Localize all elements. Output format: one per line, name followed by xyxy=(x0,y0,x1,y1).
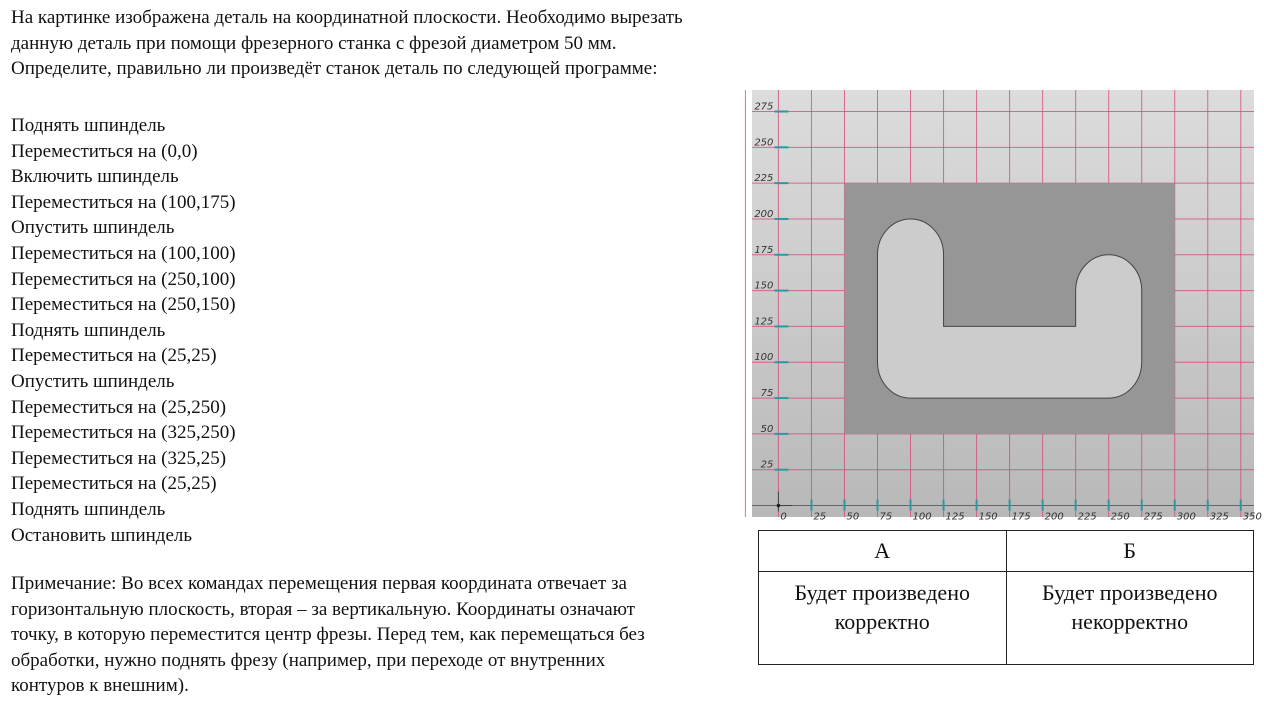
intro-line: На картинке изображена деталь на координатной плоскости. Необходимо вырезать xyxy=(11,7,683,28)
y-tick-label: 200 xyxy=(754,208,774,220)
option-a-cell[interactable] xyxy=(759,572,1007,665)
option-b-text: некорректно xyxy=(1071,609,1189,634)
x-tick-label: 50 xyxy=(846,511,860,523)
x-tick-label: 225 xyxy=(1077,511,1097,523)
coordinate-plane-svg xyxy=(752,90,1262,523)
intro-line: Определите, правильно ли произведёт станок деталь по следующей программе: xyxy=(11,58,658,80)
option-b-text: Будет произведено xyxy=(1042,580,1218,605)
option-b-label: Б xyxy=(1006,531,1254,572)
option-b-cell[interactable] xyxy=(1006,572,1254,665)
x-tick-label: 100 xyxy=(912,511,932,523)
x-tick-label: 0 xyxy=(780,511,787,523)
x-tick-label: 150 xyxy=(978,511,998,523)
x-tick-label: 250 xyxy=(1110,511,1130,523)
y-tick-label: 100 xyxy=(754,352,774,364)
program-line: Поднять шпиндель xyxy=(11,319,166,341)
program-line: Переместиться на (100,175) xyxy=(11,191,236,213)
y-tick-label: 225 xyxy=(754,173,774,185)
y-tick-label: 275 xyxy=(754,101,774,113)
x-tick-label: 300 xyxy=(1176,511,1196,523)
program-line: Опустить шпиндель xyxy=(11,217,175,239)
x-tick-label: 175 xyxy=(1011,511,1031,523)
program-line: Переместиться на (100,100) xyxy=(11,242,236,264)
program-line: Переместиться на (250,100) xyxy=(11,268,236,290)
note-line: точку, в которую переместится центр фрезы. Перед тем, как перемещаться без xyxy=(11,624,645,646)
program-line: Опустить шпиндель xyxy=(11,370,175,392)
y-tick-label: 125 xyxy=(754,316,774,328)
program-line: Переместиться на (25,250) xyxy=(11,396,227,418)
y-tick-label: 150 xyxy=(754,280,774,292)
note-line: обработки, нужно поднять фрезу (например, при переходе от внутренних xyxy=(11,649,606,671)
part-shape xyxy=(844,183,1174,434)
program-line: Поднять шпиндель xyxy=(11,115,166,136)
x-tick-label: 200 xyxy=(1044,511,1064,523)
program-line: Переместиться на (325,250) xyxy=(11,422,236,444)
x-tick-label: 75 xyxy=(879,511,893,523)
program-line: Переместиться на (325,25) xyxy=(11,447,227,469)
option-a-text: Будет произведено xyxy=(794,580,970,605)
program-line: Остановить шпиндель xyxy=(11,524,193,546)
x-tick-label: 350 xyxy=(1242,511,1262,523)
program-line: Включить шпиндель xyxy=(11,166,179,188)
option-a-label: А xyxy=(759,531,1007,572)
note-line: контуров к внешним). xyxy=(11,675,189,697)
x-tick-label: 25 xyxy=(813,511,827,523)
program-line: Переместиться на (25,25) xyxy=(11,345,217,367)
x-tick-label: 325 xyxy=(1209,511,1229,523)
program-line: Поднять шпиндель xyxy=(11,498,166,520)
y-tick-label: 50 xyxy=(760,423,774,435)
answer-options-table xyxy=(758,530,1254,665)
program-line: Переместиться на (250,150) xyxy=(11,294,236,316)
origin-dot xyxy=(777,504,781,508)
intro-line: данную деталь при помощи фрезерного станка с фрезой диаметром 50 мм. xyxy=(11,32,617,54)
y-tick-label: 75 xyxy=(760,388,774,400)
option-a-text: корректно xyxy=(834,609,930,634)
program-line: Переместиться на (0,0) xyxy=(11,140,198,162)
program-line: Переместиться на (25,25) xyxy=(11,473,217,495)
y-tick-label: 250 xyxy=(754,137,774,149)
coordinate-plane-figure xyxy=(752,90,1262,523)
note-line: горизонтальную плоскость, вторая – за вертикальную. Координаты означают xyxy=(11,598,635,620)
y-tick-label: 175 xyxy=(754,244,774,256)
x-tick-label: 125 xyxy=(945,511,965,523)
task-note xyxy=(11,571,741,699)
x-tick-label: 275 xyxy=(1143,511,1163,523)
program-listing xyxy=(11,113,236,548)
y-tick-label: 25 xyxy=(760,459,774,471)
note-line: Примечание: Во всех командах перемещения первая координата отвечает за xyxy=(11,573,627,594)
task-intro xyxy=(11,5,771,82)
